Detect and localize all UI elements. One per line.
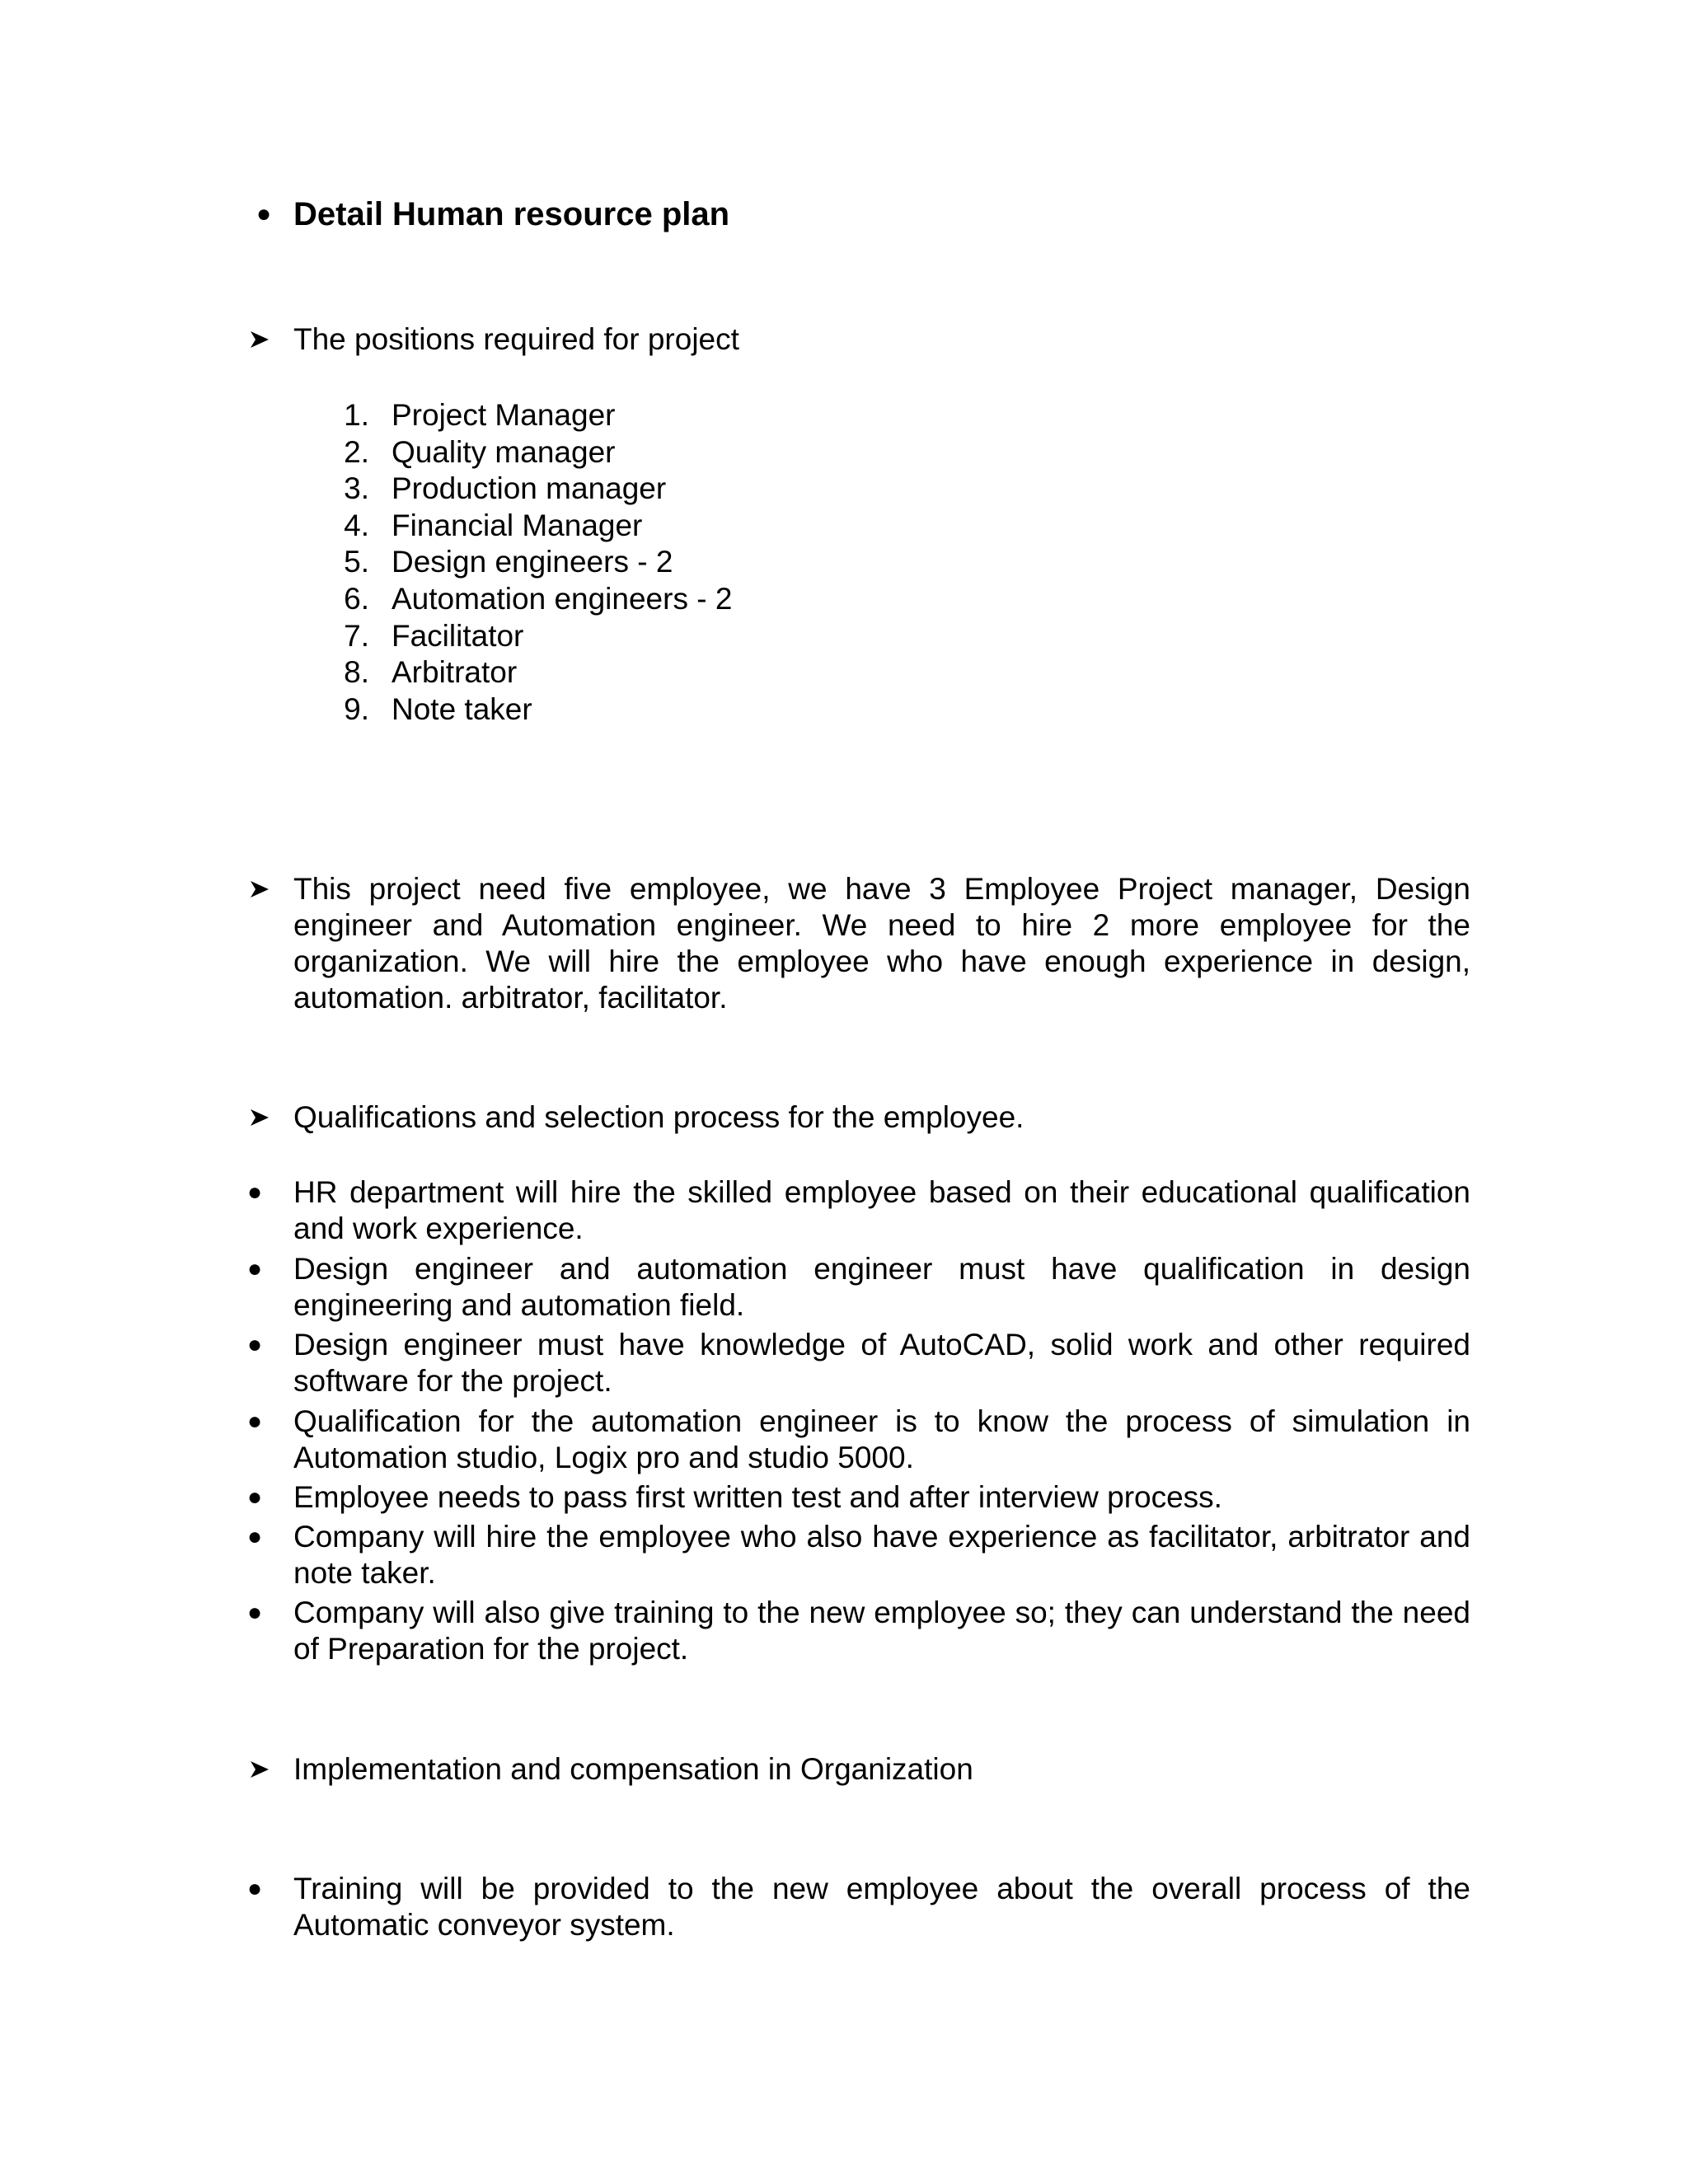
list-item-text: Project Manager [392,398,616,432]
staffing-paragraph-item [293,871,1470,1016]
bullet-icon: ● [247,1179,263,1206]
list-item-text: Facilitator [392,618,524,653]
list-item [247,1595,1470,1667]
page-title: Detail Human resource plan [293,196,730,232]
list-item-text: Note taker [392,691,532,726]
staffing-paragraph: This project need five employee, we have 3 Employee Project manager, Design engineer and Automation engineer. We need to hire 2 more employee for the organization. We will hire the employee who have enough experience in design, automation. arbitrator, facilitator. [293,872,1470,1015]
list-item [247,1871,1470,1943]
list-number: 6. [344,581,369,616]
list-item [247,1479,1470,1516]
list-item-text: Quality manager [392,434,616,469]
bullet-icon: ● [247,1599,263,1626]
bullet-icon: ● [247,1523,263,1550]
list-item-text: Arbitrator [392,655,518,690]
qualification-text: Design engineer must have knowledge of AutoCAD, solid work and other required software for the project. [293,1328,1470,1398]
list-number: 4. [344,508,369,542]
list-item-text: Design engineers - 2 [392,545,673,579]
implementation-text: Training will be provided to the new employee about the overall process of the Automatic conveyor system. [293,1872,1470,1942]
qualification-text: Company will hire the employee who also have experience as facilitator, arbitrator and note taker. [293,1520,1470,1590]
qualification-text: Design engineer and automation engineer must have qualification in design engineering and automation field. [293,1252,1470,1322]
list-number: 1. [344,398,369,432]
bullet-icon: ● [247,1331,263,1358]
bullet-icon: ● [247,1483,263,1511]
list-item [247,1519,1470,1591]
list-item-text: Financial Manager [392,508,643,542]
qualification-text: HR department will hire the skilled employee based on their educational qualification and work experience. [293,1175,1470,1245]
list-item [247,1251,1470,1324]
qualifications-heading-item [293,1099,1470,1136]
list-number: 5. [344,545,369,579]
implementation-heading: Implementation and compensation in Organization [293,1752,973,1786]
arrow-bullet-icon [247,321,280,349]
list-number: 3. [344,471,369,506]
list-item [247,1174,1470,1247]
bullet-icon: ● [256,200,272,227]
list-item [247,1327,1470,1399]
qualification-text: Company will also give training to the new employee so; they can understand the need of Preparation for the project. [293,1596,1470,1666]
list-number: 8. [344,655,369,690]
arrow-bullet-icon [247,1099,280,1127]
bullet-icon: ● [247,1875,263,1902]
qualification-text: Qualification for the automation engineer is to know the process of simulation in Automation studio, Logix pro and studio 5000. [293,1404,1470,1474]
implementation-heading-item [293,1751,1470,1788]
arrow-bullet-icon [247,1751,280,1779]
list-item-text: Automation engineers - 2 [392,581,733,616]
list-number: 9. [344,691,369,726]
list-number: 7. [344,618,369,653]
list-item-text: Production manager [392,471,667,506]
list-number: 2. [344,434,369,469]
list-item [247,1404,1470,1476]
qualifications-heading: Qualifications and selection process for the employee. [293,1100,1025,1134]
positions-intro-item [293,321,1470,358]
arrow-bullet-icon [247,871,280,899]
bullet-icon: ● [247,1408,263,1435]
positions-intro-text: The positions required for project [293,322,739,356]
qualification-text: Employee needs to pass first written test and after interview process. [293,1480,1222,1514]
bullet-icon: ● [247,1255,263,1282]
section-heading [256,196,1470,232]
